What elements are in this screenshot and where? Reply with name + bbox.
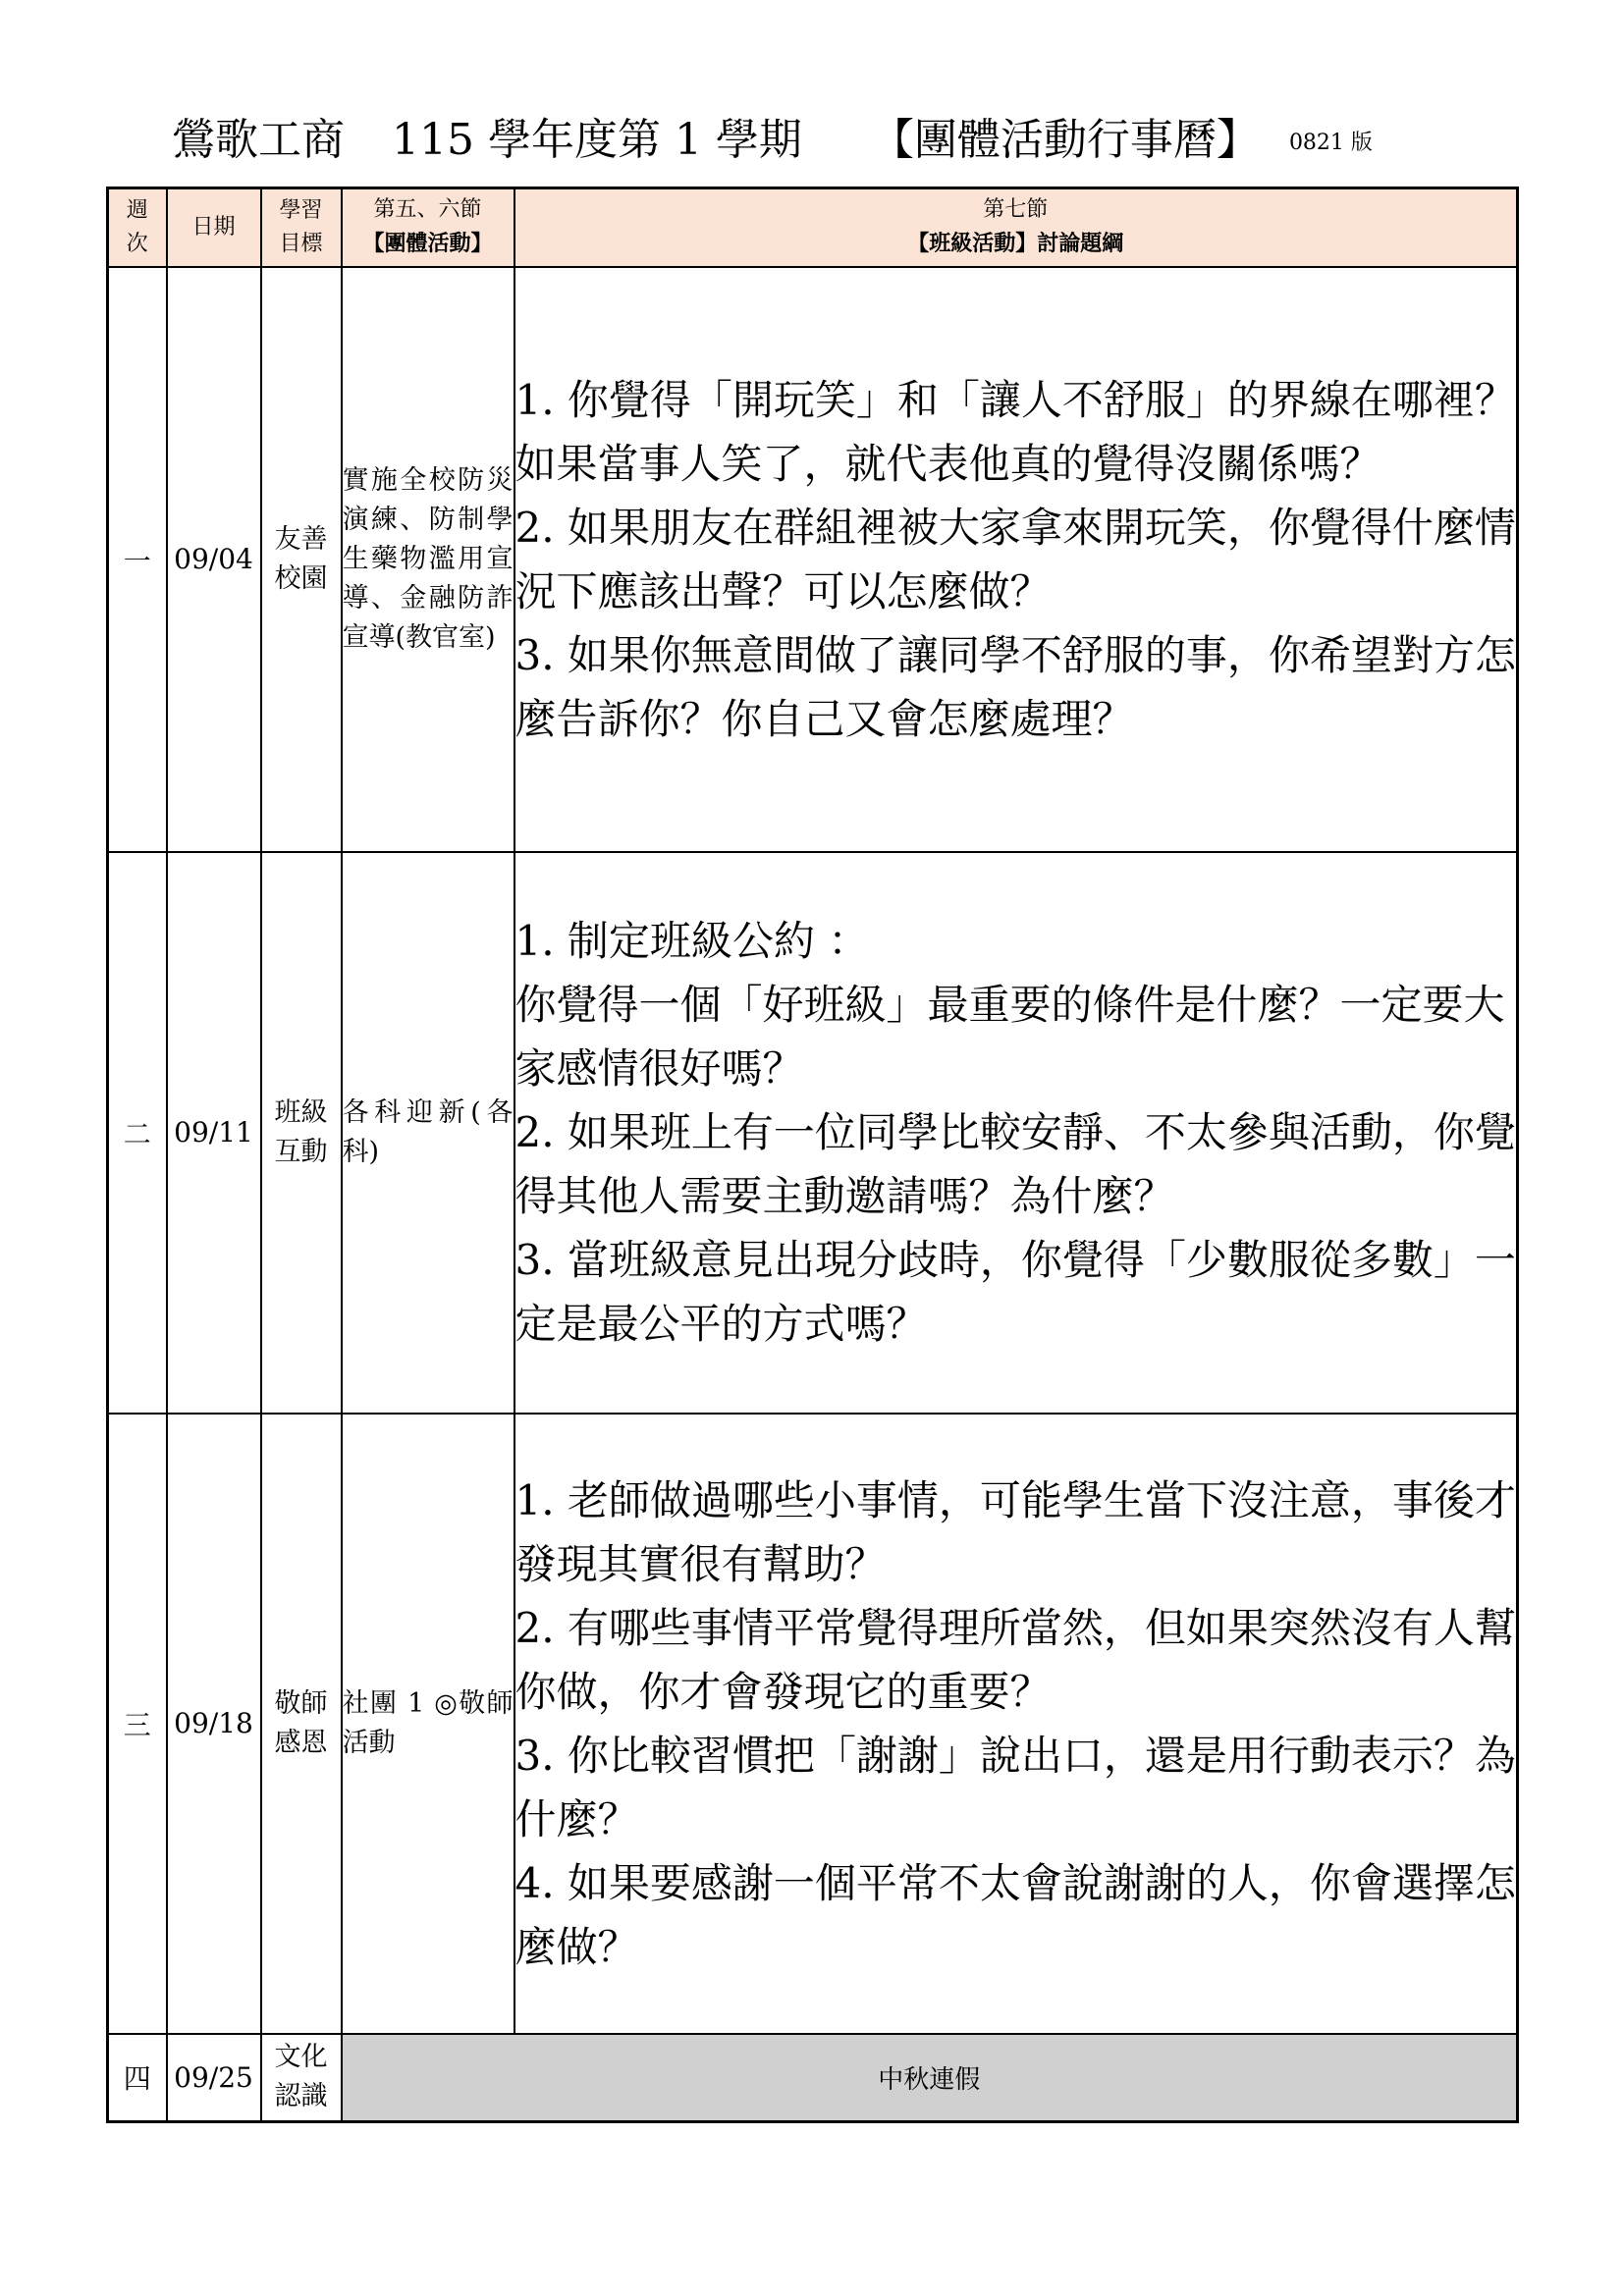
school-name: 鶯歌工商 [172, 115, 345, 165]
activity-calendar-table [106, 187, 1519, 2123]
week-cell: 四 [108, 2034, 167, 2122]
topic-item: 3. 當班級意見出現分歧時，你覺得「少數服從多數」一定是最公平的方式嗎？ [514, 1236, 1516, 1348]
topic-item: 2. 有哪些事情平常覺得理所當然，但如果突然沒有人幫你做，你才會發現它的重要？ [514, 1603, 1516, 1716]
topic-item: 你覺得一個「好班級」最重要的條件是什麼？一定要大家感情很好嗎？ [514, 981, 1505, 1093]
topic-item: 1. 你覺得「開玩笑」和「讓人不舒服」的界線在哪裡？如果當事人笑了，就代表他真的覺得沒關係嗎？ [514, 375, 1516, 488]
date-cell: 09/18 [167, 1414, 261, 2034]
header-row [108, 188, 1518, 267]
col-header-goal: 學習 目標 [261, 188, 342, 267]
topic-item: 4. 如果要感謝一個平常不太會說謝謝的人，你會選擇怎麼做？ [514, 1858, 1516, 1971]
week-cell: 三 [108, 1414, 167, 2034]
table-row [108, 1414, 1518, 2034]
date-cell: 09/11 [167, 852, 261, 1414]
discussion-topics-cell [514, 852, 1518, 1414]
week-cell: 二 [108, 852, 167, 1414]
holiday-cell: 中秋連假 [342, 2034, 1518, 2122]
group-activity-cell: 實施全校防災演練、防制學生藥物濫用宣導、金融防詐宣導(教官室) [342, 267, 514, 852]
week-cell: 一 [108, 267, 167, 852]
col-header-date: 日期 [167, 188, 261, 267]
goal-cell: 文化 認識 [261, 2034, 342, 2122]
version-label: 0821 版 [1288, 130, 1373, 155]
date-cell: 09/04 [167, 267, 261, 852]
goal-cell: 班級 互動 [261, 852, 342, 1414]
table-row [108, 2034, 1518, 2122]
date-cell: 09/25 [167, 2034, 261, 2122]
topic-item: 1. 制定班級公約 ： [514, 917, 870, 965]
table-row [108, 267, 1518, 852]
goal-cell: 友善 校園 [261, 267, 342, 852]
group-activity-cell: 社團 1 ◎敬師活動 [342, 1414, 514, 2034]
topic-item: 3. 如果你無意間做了讓同學不舒服的事，你希望對方怎麼告訴你？你自己又會怎麼處理？ [514, 630, 1516, 743]
col-header-group-activity: 第五、六節 【團體活動】 [342, 188, 514, 267]
term-label: 115 學年度第 1 學期 [392, 115, 802, 165]
discussion-topics-cell [514, 1414, 1518, 2034]
goal-cell: 敬師 感恩 [261, 1414, 342, 2034]
topic-item: 2. 如果朋友在群組裡被大家拿來開玩笑，你覺得什麼情況下應該出聲？可以怎麼做？ [514, 503, 1516, 615]
col-header-class-activity: 第七節 【班級活動】討論題綱 [514, 188, 1518, 267]
page-title [172, 106, 1478, 175]
group-activity-cell: 各科迎新(各科) [342, 852, 514, 1414]
document-title: 【團體活動行事曆】 [870, 115, 1260, 165]
discussion-topics-cell [514, 267, 1518, 852]
topic-item: 3. 你比較習慣把「謝謝」說出口，還是用行動表示？為什麼？ [514, 1731, 1516, 1843]
table-row [108, 852, 1518, 1414]
topic-item: 2. 如果班上有一位同學比較安靜、不太參與活動，你覺得其他人需要主動邀請嗎？為什麼？ [514, 1108, 1516, 1220]
col-header-week: 週 次 [108, 188, 167, 267]
topic-item: 1. 老師做過哪些小事情，可能學生當下沒注意，事後才發現其實很有幫助？ [514, 1475, 1516, 1588]
